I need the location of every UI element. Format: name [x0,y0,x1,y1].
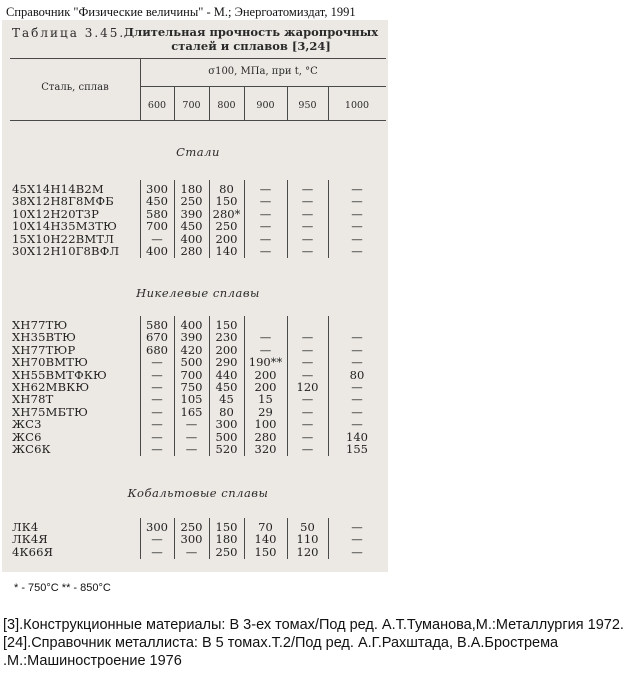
header-col-divider [209,86,210,120]
source-citation: Справочник "Физические величины" - М.; Энергоатомиздат, 1991 [6,5,356,19]
strength-value: — [351,380,363,394]
alloy-name: 30Х12Н10Г8ВФЛ [12,244,120,258]
strength-value: 280 [254,429,277,444]
alloy-name: ЖС6К [12,442,51,456]
strength-value: 200 [254,380,277,394]
alloy-name: ХН77ТЮ [12,318,68,332]
header-temp-800: 800 [217,100,236,111]
strength-value: 200 [215,231,238,246]
reference-24: [24].Справочник металлиста: В 5 томах.Т.2/Под ред. А.Г.Рахштада, В.А.Брострема .М.:Машиностроение 1976 [3,635,563,669]
alloy-name: ХН78Т [12,392,54,407]
strength-value: 110 [296,532,319,547]
strength-value: — [351,219,363,234]
header-temp-700: 700 [182,100,201,111]
strength-value: 580 [146,206,168,221]
strength-value: 105 [180,392,203,407]
strength-value: 300 [146,520,168,534]
strength-value: 150 [215,520,238,534]
strength-value: — [351,417,363,432]
strength-value: 420 [180,342,203,357]
strength-value: — [351,231,363,246]
strength-value: — [259,342,272,357]
strength-value: 390 [180,206,203,221]
strength-value: 180 [215,532,238,547]
strength-value: — [351,182,363,196]
header-strength-units: σ100, МПа, при t, °C [208,66,318,77]
strength-value: 580 [146,318,168,332]
alloy-name: ЖС6 [12,429,42,444]
strength-value: 700 [146,219,168,234]
strength-value: — [151,544,163,559]
strength-value: 400 [180,231,203,246]
strength-value: 400 [180,318,203,332]
header-steel-alloy: Сталь, сплав [41,82,109,93]
strength-value: — [351,330,363,345]
strength-value: — [301,367,314,382]
strength-value: — [301,206,314,221]
strength-value: 45 [219,392,234,407]
strength-value: 250 [215,219,238,234]
strength-value: — [301,330,314,345]
section-title: Никелевые сплавы [136,286,260,300]
strength-value: 320 [254,442,277,456]
strength-value: — [151,442,163,456]
strength-value: — [259,206,272,221]
strength-value: — [259,182,272,196]
strength-value: — [151,355,163,370]
scanned-table-image [2,20,388,572]
strength-value: — [351,355,363,370]
strength-value: — [301,355,314,370]
strength-value: 50 [300,520,315,534]
strength-value: 140 [254,532,277,547]
strength-value: 400 [146,244,168,258]
strength-value: 520 [215,442,238,456]
strength-value: — [151,404,163,419]
alloy-name: 15Х10Н22ВМТЛ [12,231,115,246]
header-mid-rule [140,86,386,87]
strength-value: 500 [215,429,238,444]
strength-value: 290 [215,355,238,370]
table-title-line1: Длительная прочность жаропрочных [123,25,379,39]
strength-value: 680 [146,342,168,357]
references [3,616,627,670]
strength-value: — [351,544,363,559]
strength-value: 100 [254,417,277,432]
strength-value: — [151,392,163,407]
header-temp-600: 600 [147,100,167,111]
footnote: * - 750°С ** - 850°С [14,582,111,594]
header-col-divider [287,86,288,120]
strength-value: 700 [180,367,203,382]
strength-value: 15 [258,392,273,407]
strength-value: 165 [180,404,203,419]
strength-value: — [259,244,272,258]
strength-value: — [351,194,363,209]
header-temp-900: 900 [256,100,275,111]
strength-value: 190** [248,355,283,370]
strength-value: 250 [180,520,203,534]
strength-value: 500 [180,355,203,370]
strength-value: — [185,544,198,559]
strength-value: — [151,231,163,246]
strength-value: 300 [146,182,168,196]
strength-value: — [185,417,198,432]
strength-value: 155 [346,442,368,456]
strength-value: — [185,429,198,444]
strength-value: 80 [219,404,234,419]
section-title: Стали [176,145,220,159]
strength-value: 80 [349,367,365,382]
strength-value: 450 [146,194,168,209]
header-top-rule [10,58,386,59]
strength-value: 180 [180,182,203,196]
strength-value: — [185,442,198,456]
strength-value: — [259,330,272,345]
strength-value: — [301,244,314,258]
alloy-name: ЛК4Я [12,532,48,547]
strength-value: — [151,417,163,432]
strength-value: — [301,219,314,234]
strength-value: 140 [346,429,368,444]
table-number: Таблица 3.45. [12,26,126,40]
strength-value: 390 [180,330,203,345]
alloy-name: 38Х12Н8Г8МФБ [12,194,114,209]
alloy-name: ХН70ВМТЮ [12,355,89,370]
strength-value: — [351,244,363,258]
alloy-name: 4К66Я [12,544,54,559]
strength-value: 120 [296,544,319,559]
alloy-name: ХН62МВКЮ [12,380,90,394]
strength-value: 450 [215,380,238,394]
strength-value: — [301,231,314,246]
header-divider-steel [140,58,141,120]
strength-value: — [351,520,363,534]
strength-value: — [301,342,314,357]
strength-value: 120 [296,380,319,394]
alloy-name: ХН35ВТЮ [12,330,77,345]
strength-value: 140 [215,244,238,258]
header-col-divider [244,86,245,120]
strength-value: — [151,367,163,382]
strength-value: — [151,532,163,547]
strength-value: — [301,194,314,209]
strength-value: — [301,429,314,444]
header-temp-1000: 1000 [344,100,370,111]
strength-value: 29 [258,404,273,419]
strength-value: — [151,380,163,394]
strength-value: — [301,442,314,456]
strength-value: — [351,342,363,357]
alloy-name: ХН55ВМТФКЮ [12,367,107,382]
strength-value: — [151,429,163,444]
strength-value: 80 [219,182,234,196]
strength-value: — [259,194,272,209]
strength-value: — [351,392,363,407]
header-col-divider [328,86,329,120]
section-title: Кобальтовые сплавы [127,486,269,500]
header-col-divider [174,86,175,120]
strength-value: 200 [254,367,277,382]
strength-value: 70 [258,520,273,534]
reference-3: [3].Конструкционные материалы: В 3-ех томах/Под ред. А.Т.Туманова,М.:Металлургия 1972. [3,617,624,633]
alloy-name: ХН77ТЮР [12,342,76,357]
table-title-line2: сталей и сплавов [3,24] [171,39,331,53]
alloy-name: 45Х14Н14В2М [12,182,104,196]
strength-value: — [301,392,314,407]
strength-value: 250 [180,194,203,209]
alloy-name: ЛК4 [12,520,39,534]
strength-value: 150 [254,544,277,559]
strength-value: 280 [180,244,203,258]
strength-value: 450 [180,219,203,234]
strength-value: — [259,231,272,246]
strength-value: — [301,404,314,419]
strength-value: 280* [212,206,241,221]
strength-value: — [351,404,363,419]
strength-value: 440 [215,367,238,382]
strength-value: 230 [215,330,238,345]
strength-value: — [351,532,363,547]
alloy-name: 10Х12Н20Т3Р [12,206,100,221]
strength-value: 200 [215,342,238,357]
header-bottom-rule [10,120,386,121]
strength-value: — [301,417,314,432]
strength-value: 150 [215,194,238,209]
alloy-name: ХН75МБТЮ [12,404,89,419]
strength-value: — [351,206,363,221]
strength-value: 250 [215,544,238,559]
strength-value: 300 [180,532,203,547]
strength-value: 750 [180,380,203,394]
strength-value: 670 [146,330,168,345]
header-temp-950: 950 [298,100,317,111]
strength-value: 150 [215,318,238,332]
alloy-name: ЖС3 [12,417,42,432]
strength-value: 300 [215,417,238,432]
strength-value: — [259,219,272,234]
table-title [120,25,382,53]
strength-value: — [301,182,314,196]
alloy-name: 10Х14Н35М3ТЮ [12,219,118,234]
